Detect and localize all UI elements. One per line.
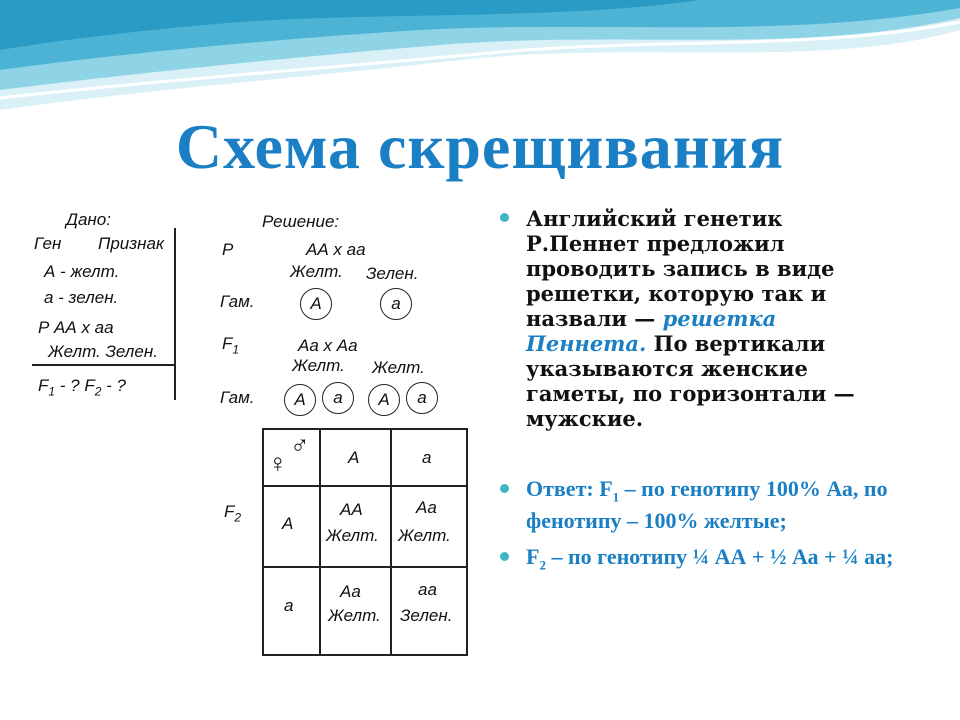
header-waves-decoration (0, 0, 960, 120)
punnett-cell-phenotype: Зелен. (400, 606, 453, 625)
solution-f1-cross: Аа х Аа (298, 336, 358, 355)
explanation-block (500, 206, 900, 578)
gamete-circle: а (322, 382, 354, 414)
solution-f1-label: $F_1$ (222, 334, 240, 357)
solution-f2-label: $F_2$ (224, 502, 242, 525)
explanation-bullet (500, 206, 900, 431)
punnett-cell-phenotype: Желт. (328, 606, 381, 625)
punnett-term: решетка Пеннета. (526, 306, 777, 356)
bullet-icon (500, 552, 509, 561)
answer-bullet (500, 477, 900, 533)
punnett-col-header: а (422, 448, 432, 467)
gamete-circle: А (300, 288, 332, 320)
given-divider-vertical (174, 228, 176, 400)
given-header: Дано: (66, 210, 111, 229)
gamete-circle: а (406, 382, 438, 414)
punnett-cell-genotype: Аа (340, 582, 361, 601)
solution-gametes-label-1: Гам. (220, 292, 255, 311)
given-divider-horizontal (32, 364, 174, 366)
solution-p-label: Р (222, 240, 234, 259)
punnett-cell-genotype: АА (340, 500, 363, 519)
slide-title: Схема скрещивания (175, 111, 785, 182)
solution-gametes-label-2: Гам. (220, 388, 255, 407)
punnett-row-header: А (282, 514, 294, 533)
solution-f1-phenotype-2: Желт. (372, 358, 425, 377)
given-row-dominant: А - желт. (44, 262, 120, 281)
given-row-recessive: а - зелен. (44, 288, 119, 307)
punnett-cell-genotype: аа (418, 580, 437, 599)
solution-p-cross: АА х аа (306, 240, 366, 259)
given-trait-column: Признак (98, 234, 164, 253)
solution-f1-phenotype-1: Желт. (292, 356, 345, 375)
punnett-cell-phenotype: Желт. (398, 526, 451, 545)
explanation-text: Английский генетик Р.Пеннет предложил проводить запись в виде решетки, которую так и назвали — решетка Пеннета. По вертикали указываются женские гаметы, по горизонтали — мужские. (526, 206, 855, 431)
given-phenotypes: Желт. Зелен. (48, 342, 158, 361)
bullet-icon (500, 484, 509, 493)
punnett-cell-genotype: Аа (416, 498, 437, 517)
given-question: $F_1$ - ? $F_2$ - ? (38, 376, 126, 399)
punnett-row-header: а (284, 596, 294, 615)
bullet-icon (500, 213, 509, 222)
given-parent-cross: Р АА х аа (38, 318, 114, 337)
answer-f2-text: $F_2$ – по генотипу ¼ АА + ½ Аа + ¼ аа; (526, 544, 894, 573)
solution-p-phenotype-2: Зелен. (366, 264, 419, 283)
given-gene-column: Ген (34, 234, 62, 253)
punnett-cell-phenotype: Желт. (326, 526, 379, 545)
male-symbol-icon: ♂ (290, 430, 310, 460)
gamete-circle: а (380, 288, 412, 320)
female-symbol-icon: ♀ (268, 448, 288, 478)
solution-p-phenotype-1: Желт. (290, 262, 343, 281)
answer-f1-text: Ответ: $F_1$ – по генотипу 100% Аа, по фенотипу – 100% желтые; (526, 476, 888, 534)
punnett-col-header: А (348, 448, 360, 467)
answer-bullet (500, 545, 900, 577)
gamete-circle: А (368, 384, 400, 416)
solution-header: Решение: (262, 212, 340, 231)
gamete-circle: А (284, 384, 316, 416)
